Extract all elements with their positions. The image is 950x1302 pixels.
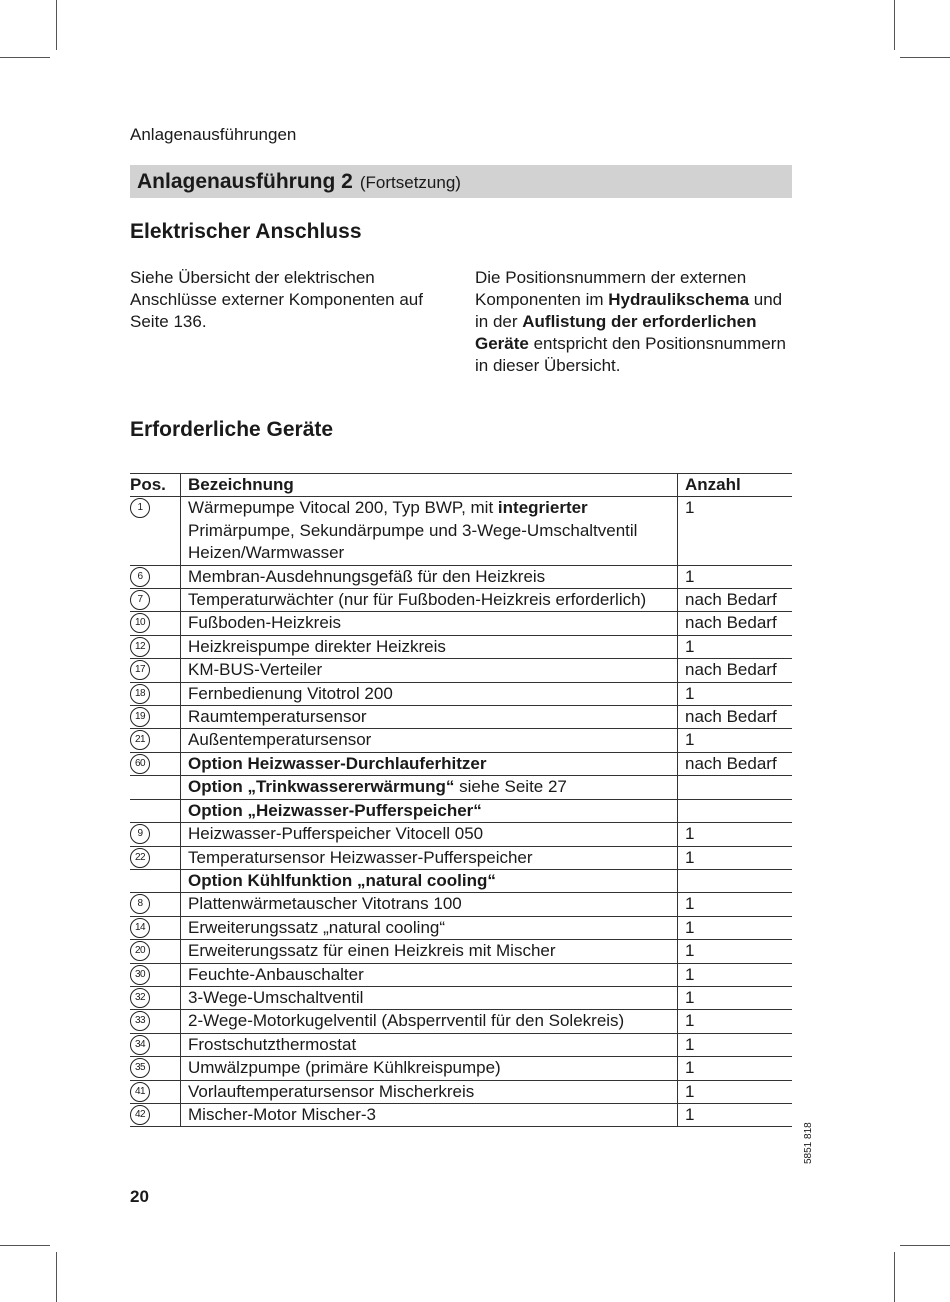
position-number-badge: 60 [130,754,150,774]
position-cell [130,659,181,682]
quantity-cell: 1 [678,1103,793,1126]
position-number-badge: 20 [130,941,150,961]
description-text: Temperatursensor Heizwasser-Pufferspeicher [188,847,533,867]
position-number-badge: 1 [130,498,150,518]
description-text: Fernbedienung Vitotrol 200 [188,683,393,703]
crop-mark [56,1252,57,1302]
description-cell [181,916,678,939]
description-text: Vorlauftemperatursensor Mischerkreis [188,1081,475,1101]
quantity-cell: 1 [678,963,793,986]
description-text: Erweiterungssatz für einen Heizkreis mit Mischer [188,941,556,961]
position-cell [130,1103,181,1126]
document-number: 5851 818 [803,1122,814,1164]
description-cell [181,799,678,822]
position-number-badge: 42 [130,1105,150,1125]
devices-heading: Erforderliche Geräte [130,418,334,441]
table-row [130,635,792,658]
quantity-cell: 1 [678,565,793,588]
quantity-cell: 1 [678,916,793,939]
table-row [130,916,792,939]
table-row [130,589,792,612]
description-bold-text: Option Kühlfunktion „natural cooling“ [188,870,496,890]
description-text: Heizwasser-Pufferspeicher Vitocell 050 [188,824,484,844]
running-header: Anlagenausführungen [130,125,297,144]
table-row [130,986,792,1009]
description-text: 2-Wege-Motorkugelventil (Absperrventil für den Solekreis) [188,1011,625,1031]
position-cell [130,1057,181,1080]
position-number-badge: 34 [130,1035,150,1055]
page-title: Anlagenausführung 2 [137,169,353,193]
position-cell [130,1033,181,1056]
position-cell [130,823,181,846]
description-cell [181,1103,678,1126]
description-cell [181,869,678,892]
description-cell [181,729,678,752]
description-text: Membran-Ausdehnungsgefäß für den Heizkreis [188,566,546,586]
table-row [130,1010,792,1033]
description-cell [181,963,678,986]
description-cell [181,612,678,635]
text-span: Die Positionsnummern der externen Komponenten im [475,268,747,309]
table-row [130,869,792,892]
position-cell [130,729,181,752]
quantity-cell: nach Bedarf [678,612,793,635]
table-row [130,963,792,986]
column-header-desc: Bezeichnung [181,474,678,497]
devices-table [130,473,792,1127]
position-number-badge: 6 [130,567,150,587]
position-cell [130,635,181,658]
description-text: Wärmepumpe Vitocal 200, Typ BWP, mit [188,498,498,518]
position-number-badge: 32 [130,988,150,1008]
description-text: Mischer-Motor Mischer-3 [188,1104,376,1124]
position-number-badge: 9 [130,824,150,844]
position-cell [130,1010,181,1033]
description-cell [181,752,678,775]
description-text-after: Primärpumpe, Sekundärpumpe und 3-Wege-Umschaltventil Heizen/Warmwasser [188,520,638,563]
table-row [130,752,792,775]
table-row [130,706,792,729]
position-cell [130,916,181,939]
emphasis-hydraulikschema: Hydraulikschema [608,290,750,309]
page-number: 20 [130,1187,149,1206]
crop-mark [894,1252,895,1302]
position-cell [130,940,181,963]
description-cell [181,846,678,869]
quantity-cell: nach Bedarf [678,752,793,775]
table-row [130,565,792,588]
page-subtitle: (Fortsetzung) [359,172,461,192]
description-text: Umwälzpumpe (primäre Kühlkreispumpe) [188,1058,501,1078]
position-cell [130,752,181,775]
description-text: Frostschutzthermostat [188,1034,357,1054]
table-row [130,1033,792,1056]
quantity-cell: 1 [678,635,793,658]
position-number-badge: 21 [130,730,150,750]
quantity-cell: nach Bedarf [678,659,793,682]
quantity-cell: nach Bedarf [678,589,793,612]
position-number-badge: 18 [130,684,150,704]
position-number-badge: 12 [130,637,150,657]
table-row [130,823,792,846]
quantity-cell: 1 [678,729,793,752]
position-cell [130,893,181,916]
description-cell [181,565,678,588]
description-text: KM-BUS-Verteiler [188,660,323,680]
description-text: 3-Wege-Umschaltventil [188,987,364,1007]
description-bold-text: Option „Trinkwassererwärmung“ [188,777,455,797]
position-number-badge: 22 [130,848,150,868]
table-row [130,940,792,963]
crop-mark [894,0,895,50]
table-row [130,1057,792,1080]
position-number-badge: 10 [130,613,150,633]
column-header-qty: Anzahl [678,474,793,497]
crop-mark [0,1245,50,1246]
description-cell [181,659,678,682]
crop-mark [900,1245,950,1246]
table-row [130,846,792,869]
quantity-cell: 1 [678,893,793,916]
text-span: entspricht den Positionsnummern in dieser Übersicht. [475,334,786,375]
position-cell [130,776,181,799]
description-cell [181,589,678,612]
table-row [130,893,792,916]
emphasis-auflistung: Auflistung der erforderlichen Geräte [475,312,757,353]
description-bold-text: Option Heizwasser-Durchlauferhitzer [188,753,487,773]
description-bold-text: Option „Heizwasser-Pufferspeicher“ [188,800,482,820]
description-text: Raumtemperatursensor [188,707,367,727]
quantity-cell: 1 [678,682,793,705]
position-cell [130,963,181,986]
position-cell [130,1080,181,1103]
description-cell [181,682,678,705]
page-title-bar [130,165,792,198]
position-number-badge: 30 [130,965,150,985]
description-cell [181,1033,678,1056]
position-number-badge: 17 [130,660,150,680]
description-text-after: siehe Seite 27 [454,777,567,797]
position-number-badge: 7 [130,590,150,610]
description-text: Fußboden-Heizkreis [188,613,342,633]
quantity-cell: 1 [678,1010,793,1033]
table-row [130,776,792,799]
description-cell [181,823,678,846]
quantity-cell: 1 [678,1080,793,1103]
position-number-badge: 41 [130,1082,150,1102]
description-cell [181,1080,678,1103]
description-cell [181,776,678,799]
position-cell [130,589,181,612]
description-cell [181,635,678,658]
position-number-badge: 14 [130,918,150,938]
quantity-cell: 1 [678,1033,793,1056]
position-cell [130,706,181,729]
position-cell [130,846,181,869]
position-number-badge: 8 [130,894,150,914]
electrical-left-text: Siehe Übersicht der elektrischen Anschlüsse externer Komponenten auf Seite 136. [130,268,423,331]
quantity-cell: 1 [678,940,793,963]
crop-mark [56,0,57,50]
quantity-cell: 1 [678,497,793,565]
text-span: und in der [475,290,783,331]
description-cell [181,940,678,963]
quantity-cell: 1 [678,846,793,869]
crop-mark [900,57,950,58]
table-row [130,659,792,682]
description-text: Temperaturwächter (nur für Fußboden-Heizkreis erforderlich) [188,590,647,610]
description-text: Feuchte-Anbauschalter [188,964,364,984]
table-header-row [130,474,792,497]
table-row [130,729,792,752]
position-number-badge: 33 [130,1011,150,1031]
table-row [130,1103,792,1126]
position-number-badge: 35 [130,1058,150,1078]
description-cell [181,1057,678,1080]
quantity-cell [678,799,793,822]
description-text: Erweiterungssatz „natural cooling“ [188,917,446,937]
position-number-badge: 19 [130,707,150,727]
quantity-cell [678,869,793,892]
position-cell [130,986,181,1009]
quantity-cell: 1 [678,823,793,846]
column-header-pos: Pos. [130,474,181,497]
quantity-cell: 1 [678,986,793,1009]
table-row [130,612,792,635]
description-cell [181,706,678,729]
description-text: Heizkreispumpe direkter Heizkreis [188,636,446,656]
electrical-heading: Elektrischer Anschluss [130,220,362,243]
table-row [130,682,792,705]
description-cell [181,497,678,565]
description-cell [181,1010,678,1033]
position-cell [130,612,181,635]
table-row [130,497,792,565]
position-cell [130,497,181,565]
description-bold-text: integrierter [497,498,588,518]
position-cell [130,799,181,822]
quantity-cell: nach Bedarf [678,706,793,729]
table-row [130,799,792,822]
description-text: Außentemperatursensor [188,730,372,750]
quantity-cell: 1 [678,1057,793,1080]
description-text: Plattenwärmetauscher Vitotrans 100 [188,894,462,914]
description-cell [181,893,678,916]
position-cell [130,869,181,892]
table-row [130,1080,792,1103]
description-cell [181,986,678,1009]
crop-mark [0,57,50,58]
quantity-cell [678,776,793,799]
position-cell [130,565,181,588]
position-cell [130,682,181,705]
electrical-right-text [475,267,787,377]
